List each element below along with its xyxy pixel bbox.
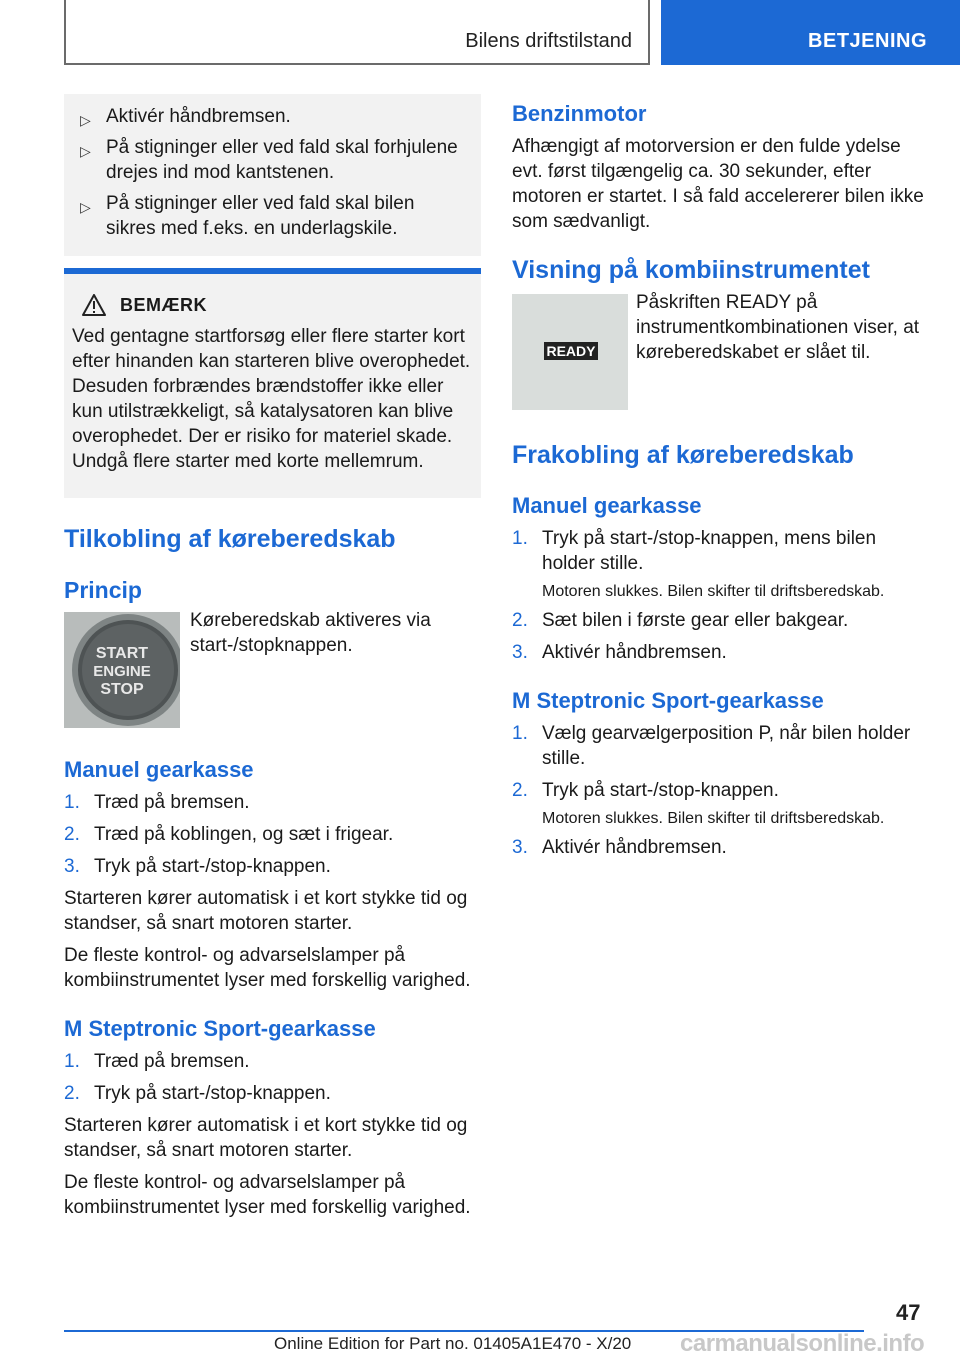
bullet-list [64, 94, 481, 256]
manual-paragraph: Starteren kører automatisk i et kort stykke tid og standser, så snart motoren starter. [64, 888, 468, 934]
principle-text: Køreberedskab aktiveres via start-/stopknappen. [190, 610, 431, 656]
list-item: ▷ På stigninger eller ved fald skal forhjulene drejes ind mod kantstenen. [80, 137, 458, 183]
list-item: 1. Træd på bremsen. [64, 792, 250, 813]
list-item: 2. Tryk på start-/stop-knappen. [64, 1083, 331, 1104]
warning-triangle-icon [82, 294, 106, 316]
step-note: Motoren slukkes. Bilen skifter til driftsberedskab. [542, 810, 885, 827]
ready-indicator-image [512, 294, 628, 410]
steptronic-steps [512, 721, 928, 860]
manual-paragraph: De fleste kontrol- og advarselslamper på kombiinstrumentet lyser med forskellig varighed. [64, 945, 471, 991]
ready-badge: READY [544, 342, 598, 360]
petrol-text: Afhængigt af motorversion er den fulde ydelse evt. først tilgængelig ca. 30 sekunder, efter motoren er startet. I så fald accelererer bilen ikke som sædvanligt. [512, 136, 924, 232]
principle-row [64, 612, 481, 728]
header-section-box [64, 0, 650, 65]
page-number: 47 [896, 1300, 921, 1325]
svg-text:STOP: STOP [100, 681, 144, 698]
svg-text:START: START [95, 645, 149, 662]
right-column [512, 100, 928, 867]
header-chapter-tab [661, 0, 960, 65]
list-item: 3. Aktivér håndbremsen. [512, 642, 727, 663]
steptronic-heading: M Steptronic Sport-gearkasse [512, 688, 824, 713]
list-item: 1. Vælg gearvælgerposition P, når bilen holder stille. [512, 723, 911, 769]
svg-text:ENGINE: ENGINE [93, 663, 151, 680]
list-item: 2. Træd på koblingen, og sæt i frigear. [64, 824, 394, 845]
steptronic-paragraph: Starteren kører automatisk i et kort stykke tid og standser, så snart motoren starter. [64, 1115, 468, 1161]
display-text: Påskriften READY på instrumentkombinationen viser, at køreberedskabet er slået til. [636, 292, 920, 363]
list-item: ▷ På stigninger eller ved fald skal bilen sikres med f.eks. en underlagskile. [80, 193, 415, 239]
list-item: 3. Tryk på start-/stop-knappen. [64, 856, 331, 877]
list-item: 1. Træd på bremsen. [64, 1051, 250, 1072]
section-heading: Tilkobling af køreberedskab [64, 525, 396, 553]
list-item: 2. Tryk på start-/stop-knappen. [512, 780, 779, 801]
section-heading: Frakobling af køreberedskab [512, 441, 854, 469]
warning-title: BEMÆRK [120, 294, 207, 315]
display-row [512, 294, 928, 410]
triangle-bullet-icon: ▷ [80, 199, 91, 215]
list-item: 2. Sæt bilen i første gear eller bakgear. [512, 610, 849, 631]
manual-heading: Manuel gearkasse [512, 493, 702, 518]
principle-heading: Princip [64, 577, 142, 603]
warning-box [64, 268, 481, 498]
manual-steps [512, 526, 928, 665]
triangle-bullet-icon: ▷ [80, 143, 91, 159]
steptronic-steps [64, 1049, 481, 1106]
petrol-heading: Benzinmotor [512, 101, 647, 126]
start-stop-button-image [64, 612, 180, 728]
footer-watermark: carmanualsonline.info [680, 1330, 925, 1357]
header-section-title: Bilens driftstilstand [465, 30, 632, 52]
footer-edition: Online Edition for Part no. 01405A1E470 - X/20 [274, 1334, 632, 1353]
steptronic-paragraph: De fleste kontrol- og advarselslamper på kombiinstrumentet lyser med forskellig varighed. [64, 1172, 471, 1218]
triangle-bullet-icon: ▷ [80, 112, 91, 128]
warning-text: Ved gentagne startforsøg eller flere starter kort efter hinanden kan starteren blive overophedet. Desuden forbrændes brændstoffer ikke eller kun utilstrækkeligt, så katalysatoren kan blive overophedet. Der er risiko for materiel skade. Undgå flere starter med korte mellemrum. [72, 326, 471, 472]
step-note: Motoren slukkes. Bilen skifter til driftsberedskab. [542, 583, 885, 600]
header-chapter-title: BETJENING [808, 30, 927, 52]
steptronic-heading: M Steptronic Sport-gearkasse [64, 1016, 376, 1041]
manual-steps [64, 790, 481, 879]
left-column [64, 94, 481, 1220]
list-item: 3. Aktivér håndbremsen. [512, 837, 727, 858]
list-item: 1. Tryk på start-/stop-knappen, mens bilen holder stille. [512, 528, 877, 574]
manual-heading: Manuel gearkasse [64, 757, 254, 782]
list-item: ▷ Aktivér håndbremsen. [80, 104, 467, 129]
display-heading: Visning på kombiinstrumentet [512, 256, 870, 284]
